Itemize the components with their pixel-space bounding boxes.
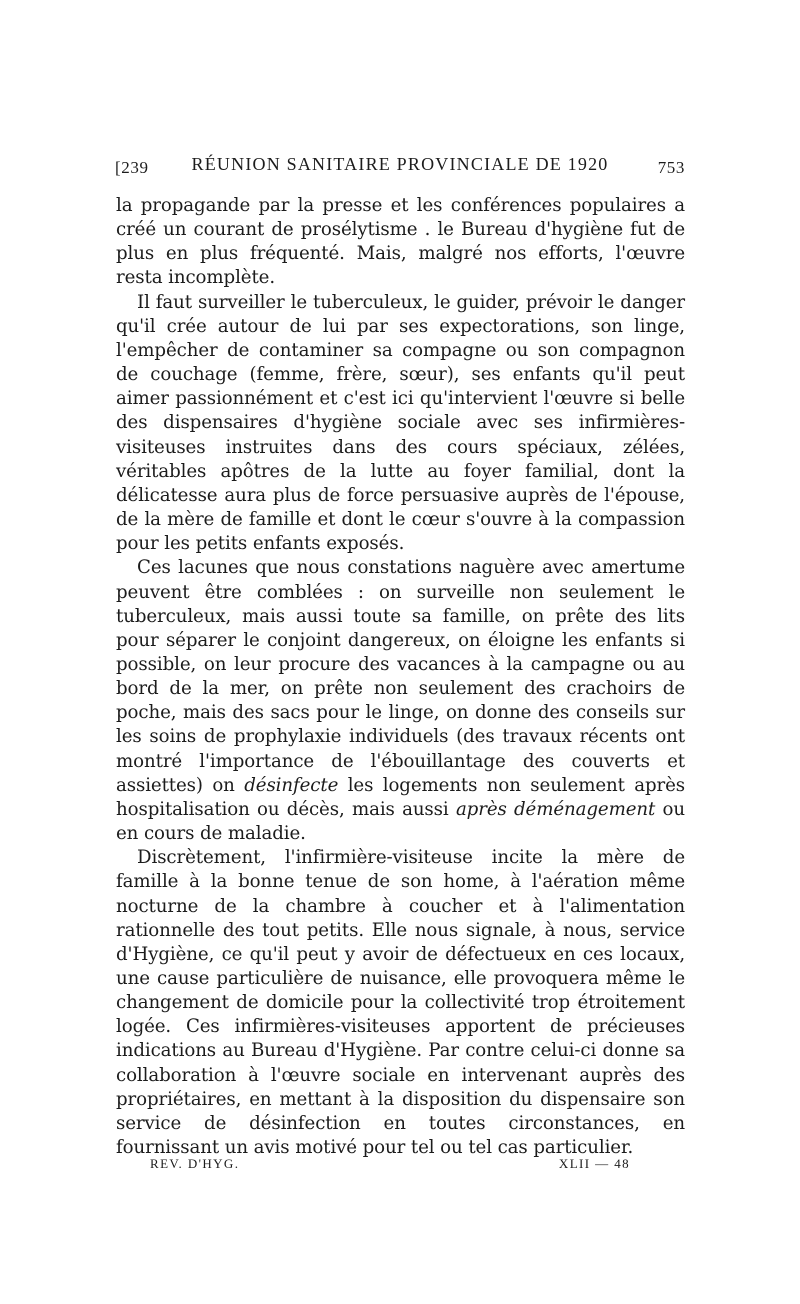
page-footer: [150, 1152, 630, 1174]
paragraph-1: la propagande par la presse et les conférences populaires a créé un courant de prosélytisme . le Bureau d'hygiène fut de plus en plus fréquenté. Mais, malgré nos efforts, l'œuvre resta incomplète.: [116, 195, 685, 289]
running-title: RÉUNION SANITAIRE PROVINCIALE DE 1920: [191, 154, 609, 174]
volume-signature: XLII — 48: [558, 1156, 630, 1171]
emphasis-apres-demenagement: après déménagement: [455, 798, 656, 820]
journal-abbreviation: REV. D'HYG.: [150, 1156, 240, 1171]
paragraph-3-text-a: Ces lacunes que nous constations naguère avec amertume peuvent être comblées : on surveille non seulement le tuberculeux, mais aussi toute sa famille, on prête des lits pour séparer le conjoint dangereux, on éloigne les enfants si possible, on leur procure des vacances à la campagne ou au bord de la mer, on prête non seulement des crachoirs de poche, mais des sacs pour le linge, on donne des conseils sur les soins de prophylaxie individuels (des travaux récents ont montré l'importance de l'ébouillantage des couverts et assiettes) on: [116, 557, 685, 796]
paragraph-2: Il faut surveiller le tuberculeux, le guider, prévoir le danger qu'il crée autour de lui par ses expectorations, son linge, l'empêcher de contaminer sa compagne ou son compagnon de couchage (femme, frère, sœur), ses enfants qu'il peut aimer passionnément et c'est ici qu'intervient l'œuvre si belle des dispensaires d'hygiène sociale avec ses infirmières-visiteuses instruites dans des cours spéciaux, zélées, véritables apôtres de la lutte au foyer familial, dont la délicatesse aura plus de force persuasive auprès de l'épouse, de la mère de famille et dont le cœur s'ouvre à la compassion pour les petits enfants exposés.: [116, 291, 685, 555]
body-text: [116, 194, 685, 1160]
paragraph-3: [116, 556, 685, 846]
running-head: [115, 152, 685, 182]
page-reference: [239: [115, 158, 149, 177]
emphasis-desinfecte: désinfecte: [244, 774, 339, 796]
paragraph-3-text-c: ou en cours de maladie.: [116, 798, 686, 845]
page-number: 753: [657, 158, 685, 177]
paragraph-3-text-b: les logements non seulement après hospitalisation ou décès, mais aussi: [116, 774, 686, 820]
paragraph-4: Discrètement, l'infirmière-visiteuse incite la mère de famille à la bonne tenue de son home, à l'aération même nocturne de la chambre à coucher et à l'alimentation rationnelle des tout petits. Elle nous signale, à nous, service d'Hygiène, ce qu'il peut y avoir de défectueux en ces locaux, une cause particulière de nuisance, elle provoquera même le changement de domicile pour la collectivité trop étroitement logée. Ces infirmières-visiteuses apportent de précieuses indications au Bureau d'Hygiène. Par contre celui-ci donne sa collaboration à l'œuvre sociale en intervenant auprès des propriétaires, en mettant à la disposition du dispensaire son service de désinfection en toutes circonstances, en fournissant un avis motivé pour tel ou tel cas particulier.: [116, 847, 685, 1159]
